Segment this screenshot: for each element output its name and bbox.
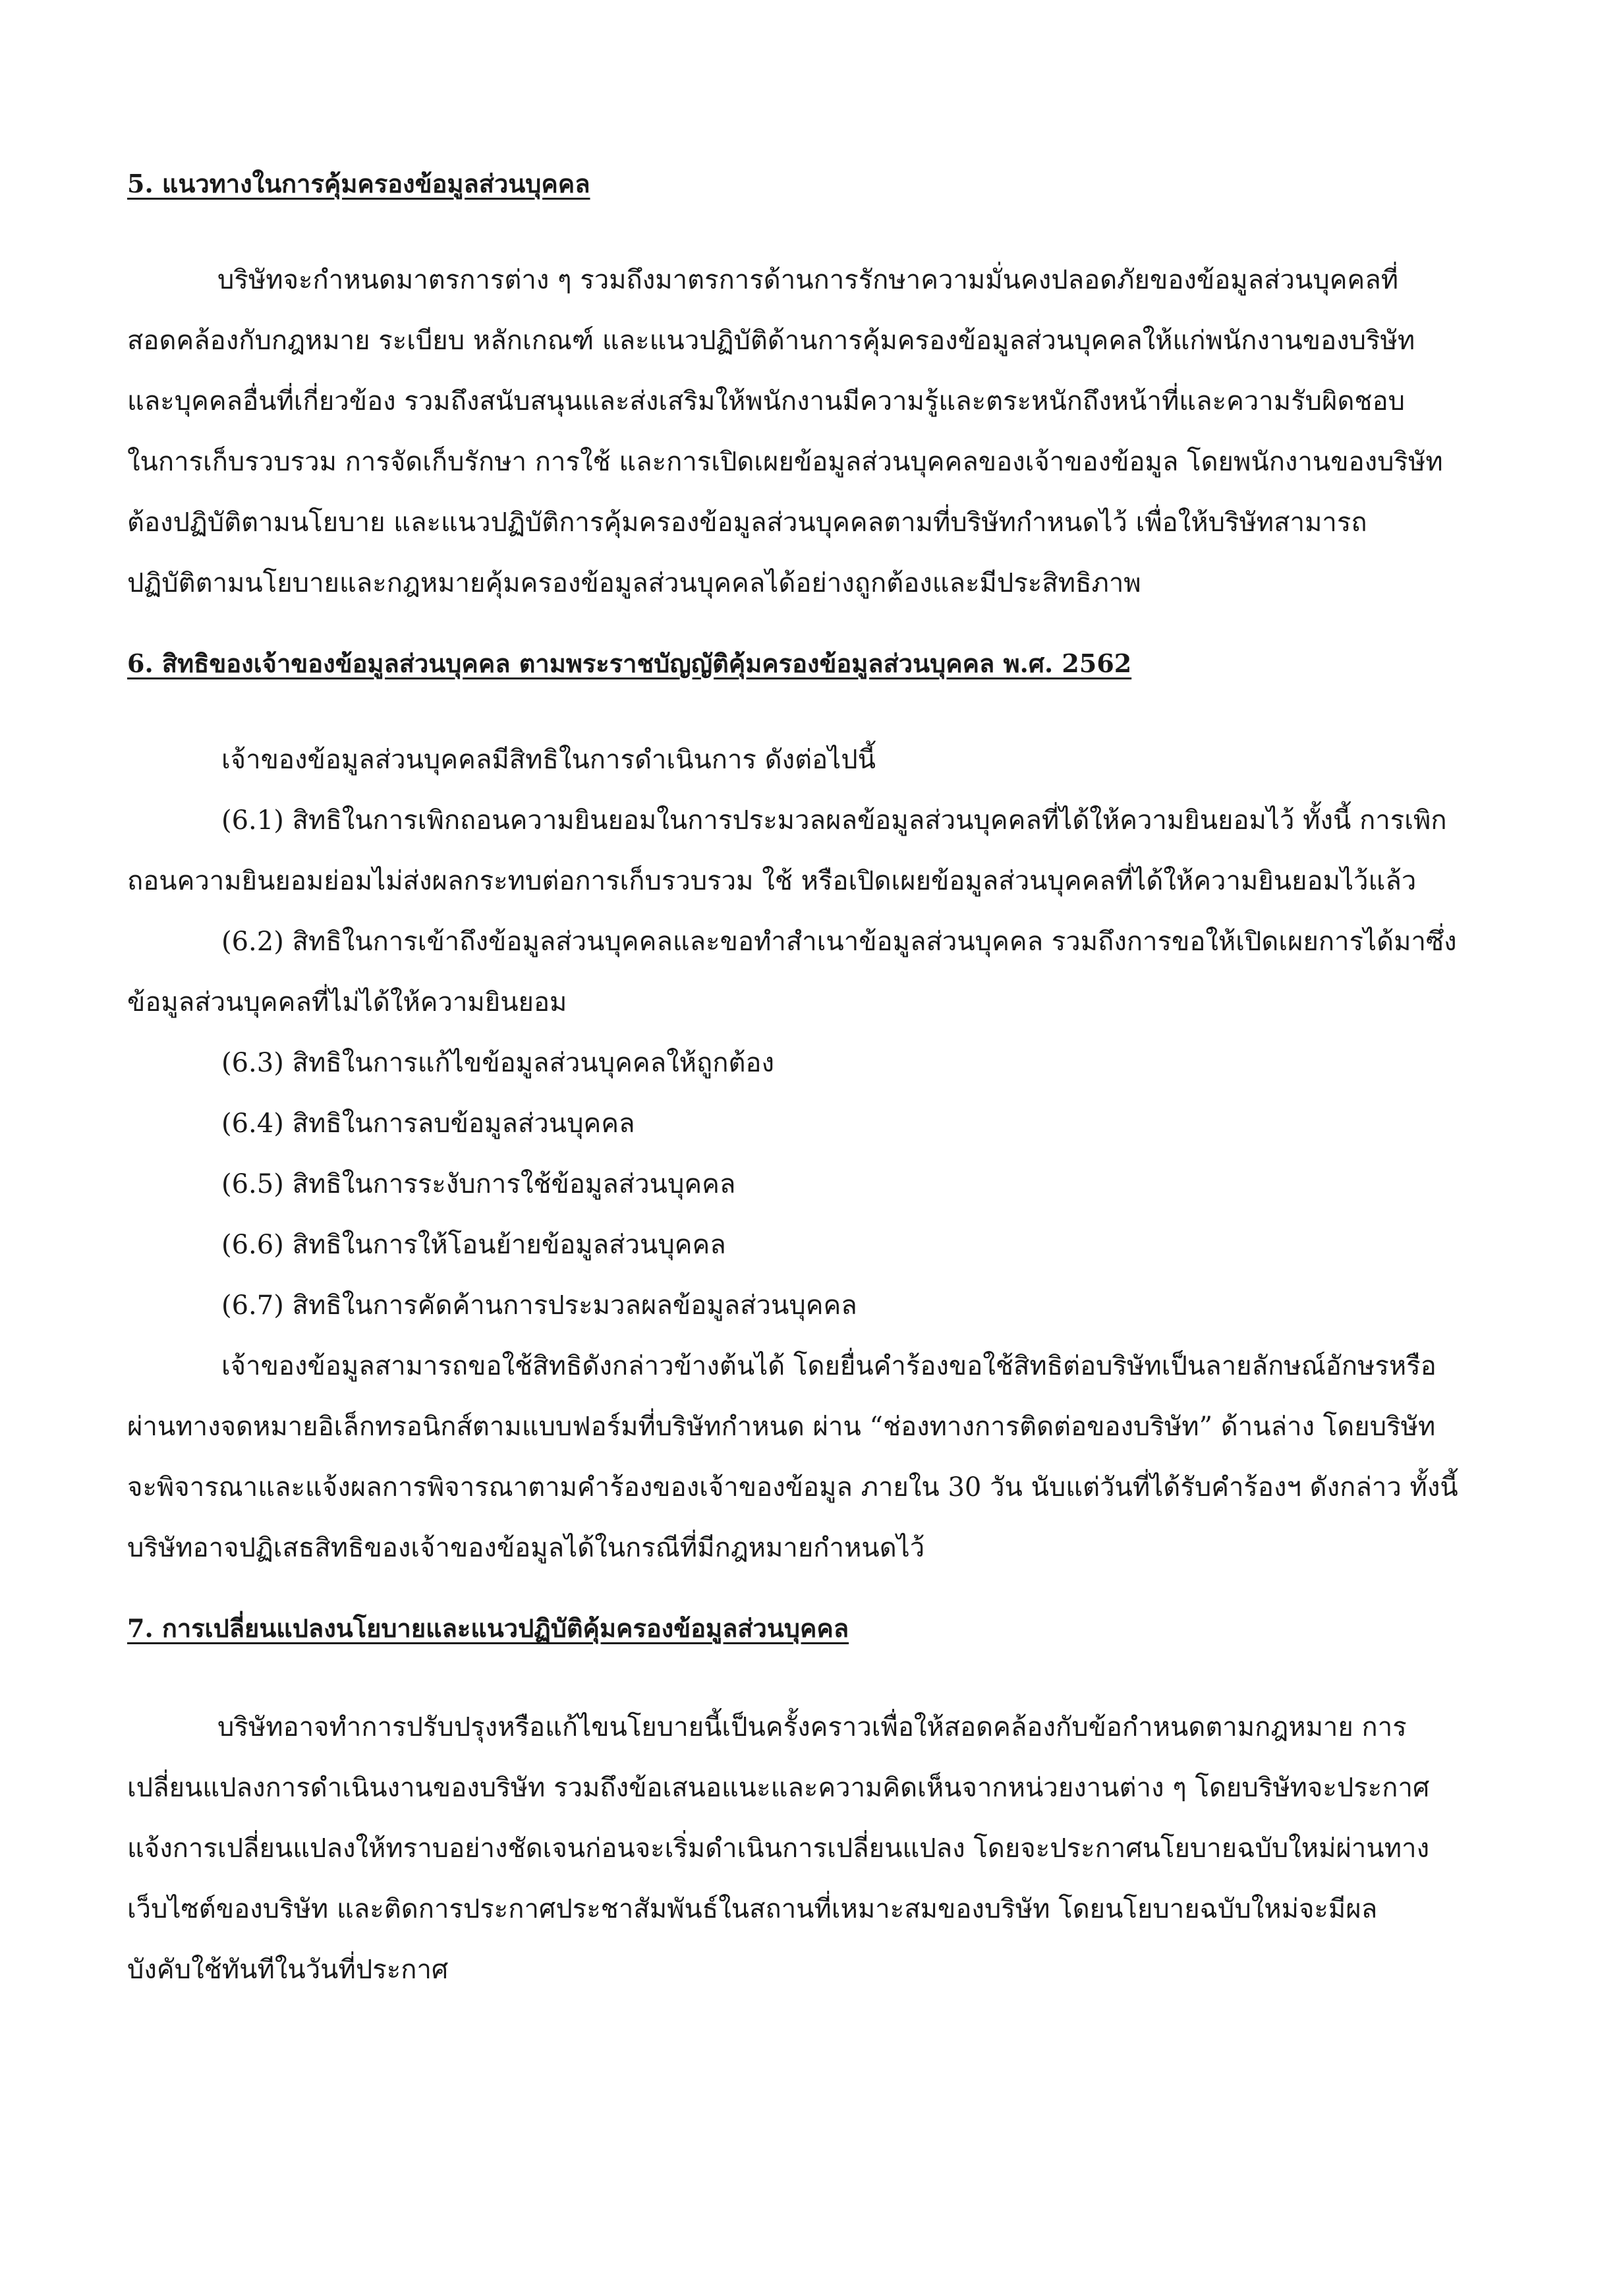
right-6-7: (6.7) สิทธิในการคัดค้านการประมวลผลข้อมูลส่วนบุคคล xyxy=(221,1290,857,1321)
right-6-4: (6.4) สิทธิในการลบข้อมูลส่วนบุคคล xyxy=(221,1108,635,1139)
section-5-line-6: ปฏิบัติตามนโยบายและกฎหมายคุ้มครองข้อมูลส่วนบุคคลได้อย่างถูกต้องและมีประสิทธิภาพ xyxy=(127,568,1141,598)
section-6-intro: เจ้าของข้อมูลส่วนบุคคลมีสิทธิในการดำเนินการ ดังต่อไปนี้ xyxy=(221,745,876,775)
section-5-line-2: สอดคล้องกับกฎหมาย ระเบียบ หลักเกณฑ์ และแนวปฏิบัติด้านการคุ้มครองข้อมูลส่วนบุคคลให้แก่พนักงานของบริษัท xyxy=(127,326,1415,356)
right-6-1-line-2: ถอนความยินยอมย่อมไม่ส่งผลกระทบต่อการเก็บรวบรวม ใช้ หรือเปิดเผยข้อมูลส่วนบุคคลที่ได้ให้ความยินยอมไว้แล้ว xyxy=(127,866,1417,896)
section-5-line-1: บริษัทจะกำหนดมาตรการต่าง ๆ รวมถึงมาตรการด้านการรักษาความมั่นคงปลอดภัยของข้อมูลส่วนบุคคลที่ xyxy=(217,265,1399,295)
section-5-line-3: และบุคคลอื่นที่เกี่ยวข้อง รวมถึงสนับสนุนและส่งเสริมให้พนักงานมีความรู้และตระหนักถึงหน้าที่และความรับผิดชอบ xyxy=(127,386,1405,416)
section-7-line-5: บังคับใช้ทันทีในวันที่ประกาศ xyxy=(127,1955,449,1985)
right-6-1-line-1: (6.1) สิทธิในการเพิกถอนความยินยอมในการประมวลผลข้อมูลส่วนบุคคลที่ได้ให้ความยินยอมไว้ ทั้งนี้ การเพิก xyxy=(221,805,1447,836)
section-5-line-4: ในการเก็บรวบรวม การจัดเก็บรักษา การใช้ และการเปิดเผยข้อมูลส่วนบุคคลของเจ้าของข้อมูล โดยพนักงานของบริษัท xyxy=(127,447,1443,477)
section-7-line-3: แจ้งการเปลี่ยนแปลงให้ทราบอย่างชัดเจนก่อนจะเริ่มดำเนินการเปลี่ยนแปลง โดยจะประกาศนโยบายฉบับใหม่ผ่านทาง xyxy=(127,1833,1430,1864)
right-6-6: (6.6) สิทธิในการให้โอนย้ายข้อมูลส่วนบุคคล xyxy=(221,1230,726,1260)
section-7-line-1: บริษัทอาจทำการปรับปรุงหรือแก้ไขนโยบายนี้เป็นครั้งคราวเพื่อให้สอดคล้องกับข้อกำหนดตามกฎหมาย การ xyxy=(217,1712,1407,1742)
section-6-paragraph-line-3: จะพิจารณาและแจ้งผลการพิจารณาตามคำร้องของเจ้าของข้อมูล ภายใน 30 วัน นับแต่วันที่ได้รับคำร้องฯ ดังกล่าว ทั้งนี้ xyxy=(127,1472,1458,1503)
section-7-heading: 7. การเปลี่ยนแปลงนโยบายและแนวปฏิบัติคุ้มครองข้อมูลส่วนบุคคล xyxy=(127,1613,849,1643)
section-7-line-4: เว็บไซต์ของบริษัท และติดการประกาศประชาสัมพันธ์ในสถานที่เหมาะสมของบริษัท โดยนโยบายฉบับใหม่จะมีผล xyxy=(127,1894,1378,1924)
section-7-line-2: เปลี่ยนแปลงการดำเนินงานของบริษัท รวมถึงข้อเสนอแนะและความคิดเห็นจากหน่วยงานต่าง ๆ โดยบริษัทจะประกาศ xyxy=(127,1773,1430,1803)
section-6-paragraph-line-4: บริษัทอาจปฏิเสธสิทธิของเจ้าของข้อมูลได้ในกรณีที่มีกฎหมายกำหนดไว้ xyxy=(127,1533,925,1563)
right-6-2-line-2: ข้อมูลส่วนบุคคลที่ไม่ได้ให้ความยินยอม xyxy=(127,987,567,1018)
section-6-paragraph-line-1: เจ้าของข้อมูลสามารถขอใช้สิทธิดังกล่าวข้างต้นได้ โดยยื่นคำร้องขอใช้สิทธิต่อบริษัทเป็นลายลักษณ์อักษรหรือ xyxy=(221,1351,1436,1381)
section-6-paragraph-line-2: ผ่านทางจดหมายอิเล็กทรอนิกส์ตามแบบฟอร์มที่บริษัทกำหนด ผ่าน “ช่องทางการติดต่อของบริษัท” ด้านล่าง โดยบริษัท xyxy=(127,1412,1436,1442)
right-6-3: (6.3) สิทธิในการแก้ไขข้อมูลส่วนบุคคลให้ถูกต้อง xyxy=(221,1048,774,1078)
section-6-heading: 6. สิทธิของเจ้าของข้อมูลส่วนบุคคล ตามพระราชบัญญัติคุ้มครองข้อมูลส่วนบุคคล พ.ศ. 2562 xyxy=(127,648,1132,678)
section-5-heading: 5. แนวทางในการคุ้มครองข้อมูลส่วนบุคคล xyxy=(127,169,590,198)
right-6-2-line-1: (6.2) สิทธิในการเข้าถึงข้อมูลส่วนบุคคลและขอทำสำเนาข้อมูลส่วนบุคคล รวมถึงการขอให้เปิดเผยการได้มาซึ่ง xyxy=(221,927,1457,957)
section-5-line-5: ต้องปฏิบัติตามนโยบาย และแนวปฏิบัติการคุ้มครองข้อมูลส่วนบุคคลตามที่บริษัทกำหนดไว้ เพื่อให้บริษัทสามารถ xyxy=(127,507,1367,538)
right-6-5: (6.5) สิทธิในการระงับการใช้ข้อมูลส่วนบุคคล xyxy=(221,1169,736,1199)
